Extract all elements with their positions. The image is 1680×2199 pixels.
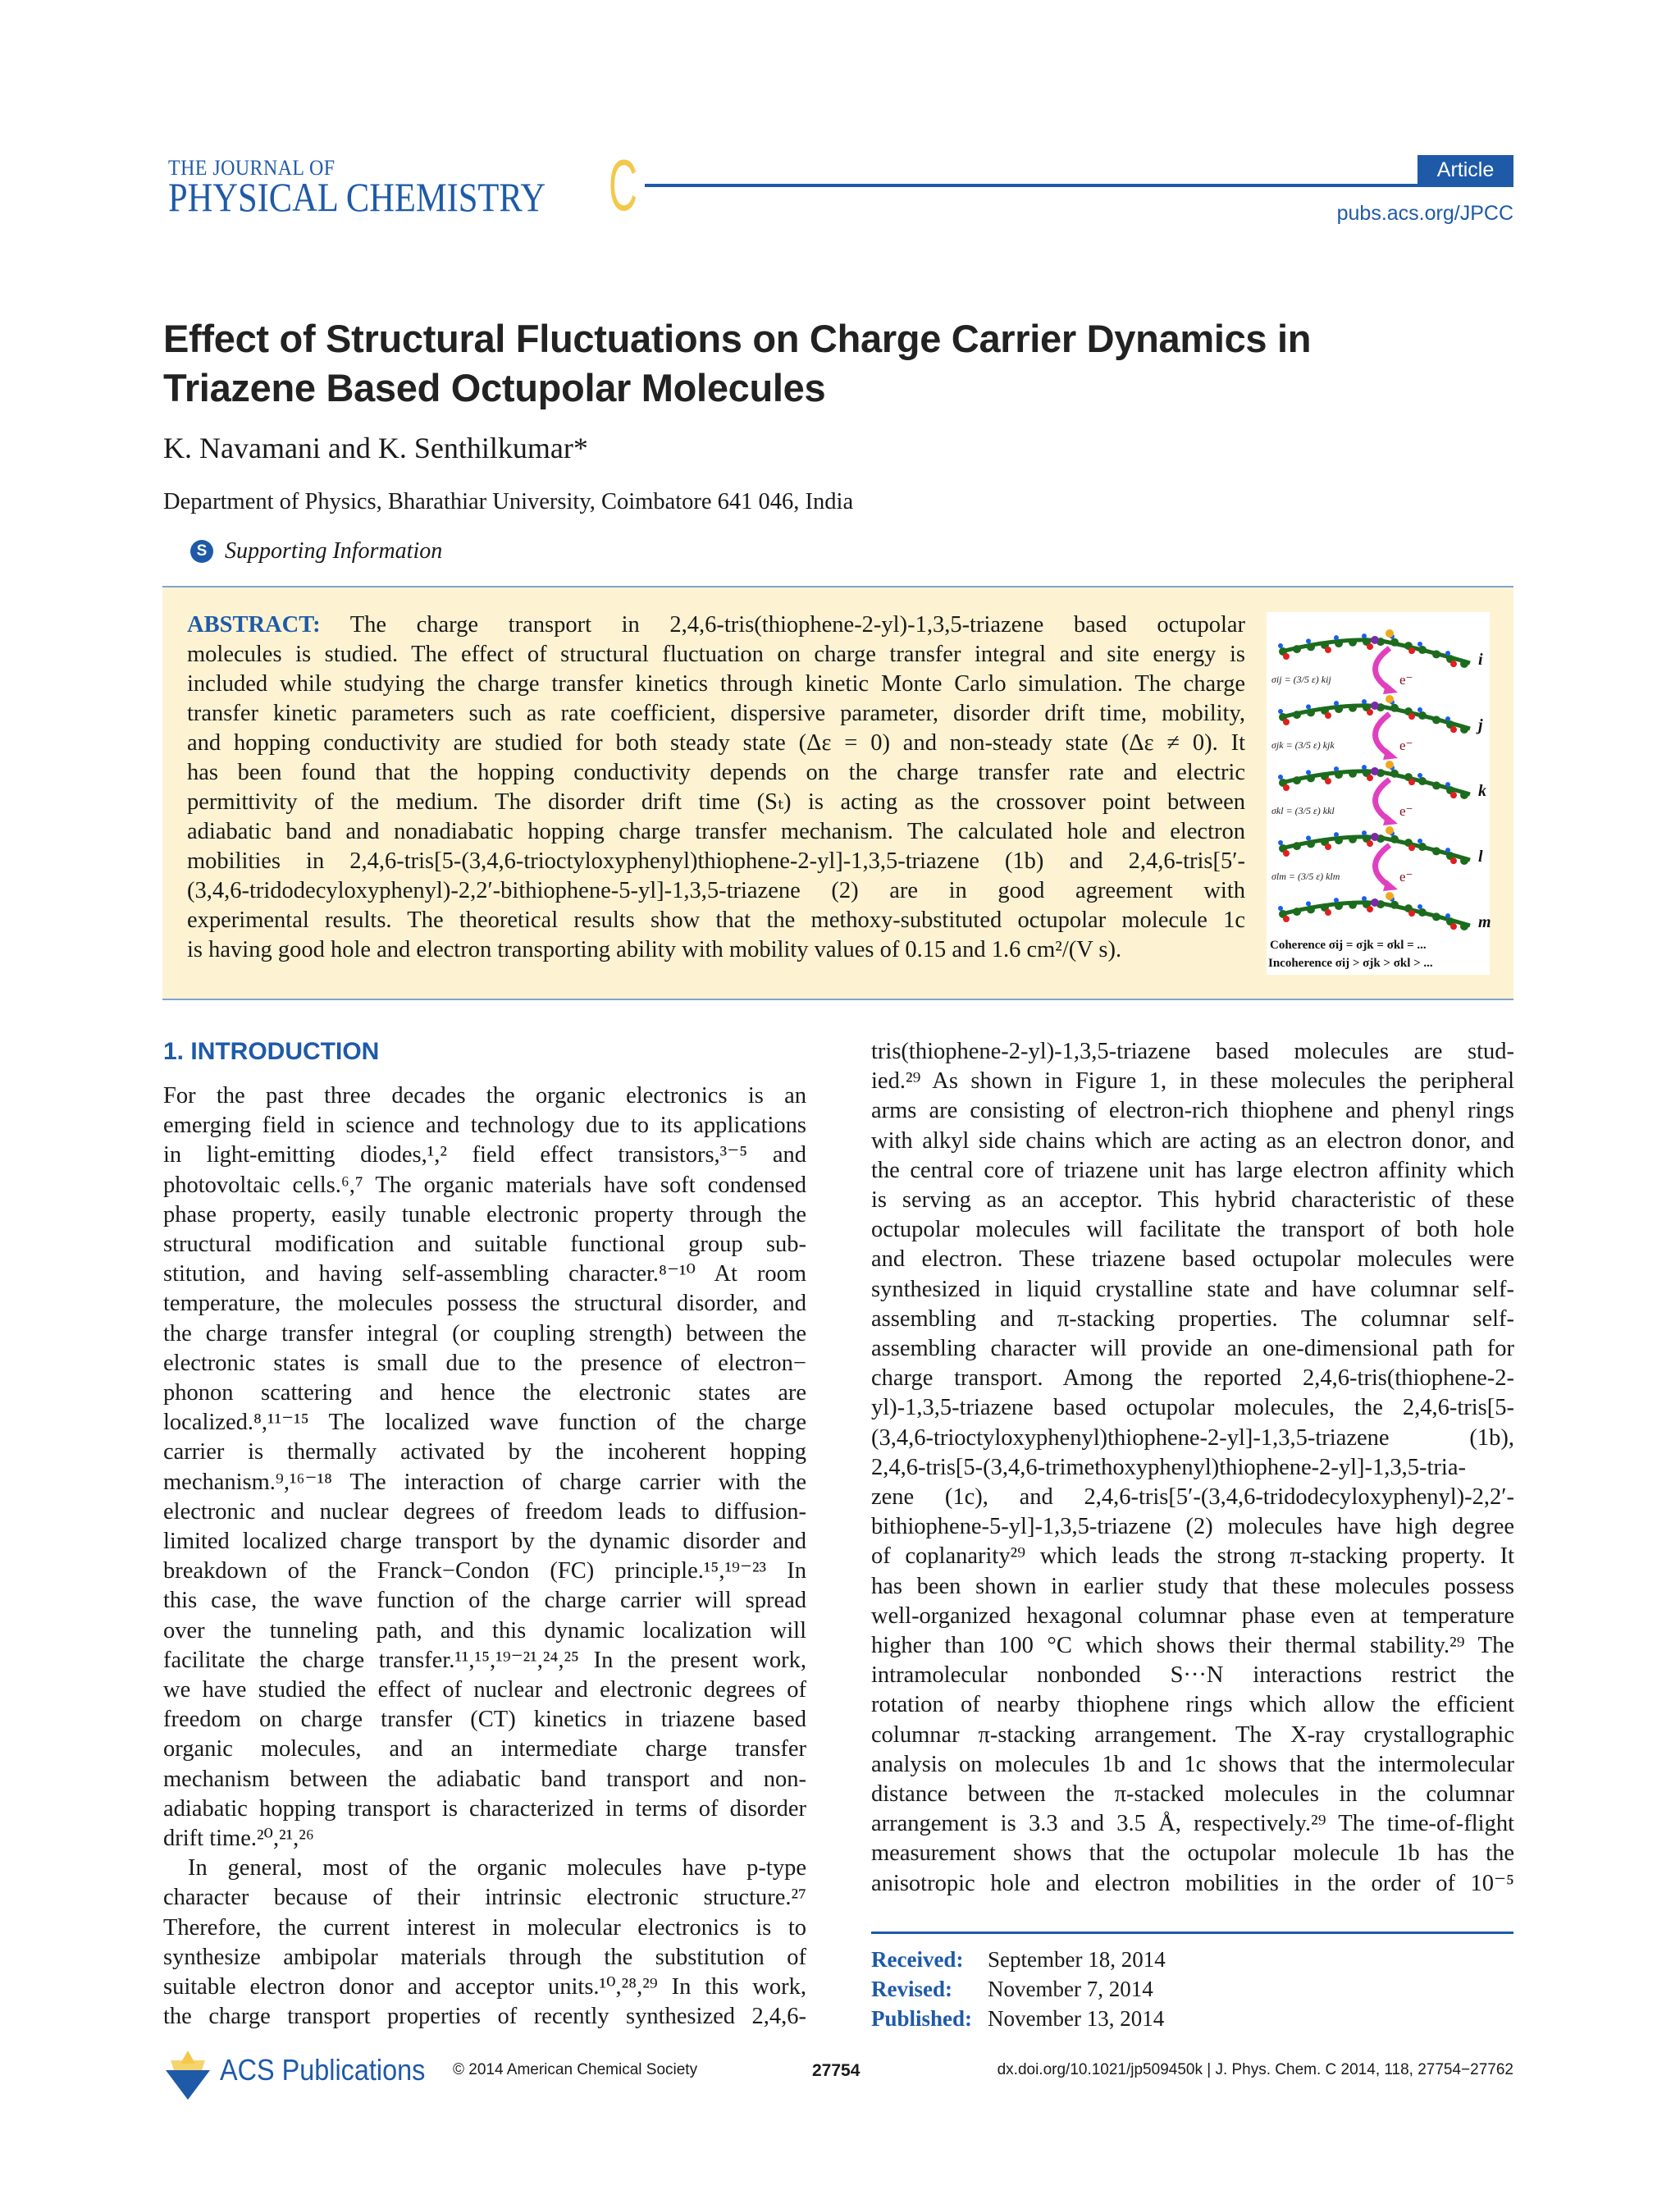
abstract-line: molecules is studied. The effect of structural fluctuation on charge transfer integral and site energy is (187, 642, 1245, 667)
rate-equation: σij = (3/5 ε) kij (1271, 674, 1331, 685)
incoherence-label: Incoherence σij > σjk > σkl > ... (1268, 957, 1433, 970)
hydrogen-atom (1445, 913, 1450, 918)
title-line: Effect of Structural Fluctuations on Charge Carrier Dynamics in (163, 317, 1312, 360)
body-text-line: freedom on charge transfer (CT) kinetics in triazene based (163, 1707, 806, 1733)
date-value: November 7, 2014 (988, 1977, 1153, 2001)
rate-equation: σkl = (3/5 ε) kkl (1271, 805, 1335, 816)
hydrogen-atom (1334, 635, 1339, 640)
nitrogen-atom (1371, 833, 1379, 841)
hydrogen-atom (1278, 840, 1283, 845)
hydrogen-atom (1278, 643, 1283, 648)
body-text-line: synthesized in liquid crystalline state and have columnar self- (871, 1276, 1514, 1302)
carbon-atom (1418, 843, 1427, 851)
supporting-info-label: Supporting Information (225, 538, 443, 564)
oxygen-atom (1367, 840, 1373, 847)
rate-equation: σlm = (3/5 ε) klm (1271, 871, 1340, 882)
doi-citation[interactable]: dx.doi.org/10.1021/jp509450k | J. Phys. Chem. C 2014, 118, 27754−27762 (997, 2061, 1513, 2078)
nitrogen-atom (1371, 636, 1379, 644)
hydrogen-atom (1306, 901, 1311, 906)
body-text-line: electronic and nuclear degrees of freedom leads to diffusion- (163, 1498, 806, 1525)
carbon-atom (1349, 704, 1357, 712)
left-column-text (163, 1081, 806, 2032)
carbon-atom (1293, 842, 1301, 850)
layer-label: m (1478, 913, 1491, 931)
hop-arrow-icon (1376, 714, 1390, 755)
hydrogen-atom (1445, 848, 1450, 853)
body-text-line: temperature, the molecules possess the structural disorder, and (163, 1291, 806, 1317)
carbon-atom (1432, 650, 1440, 658)
journal-logo-line1: THE JOURNAL OF (168, 156, 336, 180)
body-text-line: organic molecules, and an intermediate charge transfer (163, 1736, 806, 1762)
abstract-line: experimental results. The theoretical results show that the methoxy-substituted octupolar molecule 1c (187, 907, 1245, 933)
carbon-atom (1460, 857, 1468, 865)
date-label: Published: (871, 2006, 973, 2031)
rate-equation: σjk = (3/5 ε) kjk (1271, 739, 1335, 751)
electron-label: e⁻ (1399, 738, 1413, 753)
abstract-line: permittivity of the medium. The disorder drift time (Sₜ) is acting as the crossover point between (187, 789, 1245, 815)
carbon-atom (1335, 770, 1343, 779)
hydrogen-atom (1362, 896, 1367, 901)
body-text-line: this case, the wave function of the charge carrier will spread (163, 1588, 806, 1614)
publisher-name: ACS Publications (220, 2053, 426, 2087)
body-text-line: phonon scattering and hence the electronic states are (163, 1380, 806, 1406)
body-text-line: phase property, easily tunable electronic property through the (163, 1201, 806, 1228)
authors: K. Navamani and K. Senthilkumar* (163, 432, 588, 464)
carbon-atom (1432, 781, 1440, 789)
body-text-line: assembling character will provide an one-dimensional path for (871, 1336, 1514, 1362)
hydrogen-atom (1445, 782, 1450, 787)
carbon-atom (1307, 905, 1315, 913)
oxygen-atom (1325, 909, 1331, 916)
body-text-line: in light-emitting diodes,¹,² field effect transistors,³⁻⁵ and (163, 1142, 806, 1168)
oxygen-atom (1283, 653, 1290, 660)
body-text-line: breakdown of the Franck−Condon (FC) principle.¹⁵,¹⁹⁻²³ In (163, 1558, 806, 1584)
carbon-atom (1460, 922, 1468, 930)
carbon-atom (1293, 711, 1301, 719)
body-text-line: limited localized charge transport by the dynamic disorder and (163, 1529, 806, 1555)
body-text-line: ied.²⁹ As shown in Figure 1, in these molecules the peripheral (871, 1068, 1514, 1095)
page-number: 27754 (812, 2061, 861, 2080)
oxygen-atom (1367, 709, 1373, 715)
nitrogen-atom (1371, 702, 1379, 710)
body-text-line: rotation of nearby thiophene rings which allow the efficient (871, 1692, 1514, 1718)
sulfur-atom (1386, 629, 1394, 638)
electron-label: e⁻ (1399, 869, 1413, 885)
body-text-line: columnar π-stacking arrangement. The X-ray crystallographic (871, 1721, 1514, 1748)
body-text-line: assembling and π-stacking properties. The columnar self- (871, 1305, 1514, 1332)
body-text-line: the central core of triazene unit has large electron affinity which (871, 1157, 1514, 1183)
oxygen-atom (1325, 647, 1331, 653)
body-text-line: structural modification and suitable functional group sub- (163, 1232, 806, 1258)
carbon-atom (1349, 901, 1357, 909)
date-row (871, 1974, 1166, 2004)
carbon-atom (1432, 715, 1440, 724)
body-text-line: mechanism.⁹,¹⁶⁻¹⁸ The interaction of charge carrier with the (163, 1469, 806, 1495)
layer-label: l (1478, 848, 1483, 866)
carbon-atom (1307, 839, 1315, 848)
sulfur-atom (1386, 761, 1394, 769)
coherence-label: Coherence σij = σjk = σkl = ... (1270, 939, 1427, 952)
oxygen-atom (1283, 784, 1290, 791)
hydrogen-atom (1418, 642, 1422, 647)
abstract-line: included while studying the charge transfer kinetics through kinetic Monte Carlo simulation. The charge (187, 671, 1245, 697)
hydrogen-atom (1445, 716, 1450, 721)
hydrogen-atom (1278, 709, 1283, 714)
hop-arrow-icon (1376, 648, 1390, 689)
electron-label: e⁻ (1399, 803, 1413, 819)
article-type-badge: Article (1418, 155, 1513, 185)
layer-label: j (1478, 716, 1483, 734)
hydrogen-atom (1362, 699, 1367, 704)
body-text-line: the charge transfer integral (or coupling strength) between the (163, 1320, 806, 1346)
supporting-information-link[interactable] (190, 538, 442, 565)
oxygen-atom (1408, 713, 1415, 720)
body-text-line: higher than 100 °C which shows their thermal stability.²⁹ The (871, 1633, 1514, 1659)
hydrogen-atom (1334, 898, 1339, 903)
body-text-line: tris(thiophene-2-yl)-1,3,5-triazene based molecules are stud- (871, 1039, 1514, 1064)
toc-graphic (1267, 612, 1490, 975)
body-text-line: we have studied the effect of nuclear and electronic degrees of (163, 1677, 806, 1703)
hydrogen-atom (1334, 766, 1339, 771)
carbon-atom (1335, 902, 1343, 910)
carbon-atom (1390, 638, 1399, 647)
hydrogen-atom (1362, 830, 1367, 835)
date-row (871, 1945, 1166, 1974)
carbon-atom (1460, 660, 1468, 668)
abstract-line: is having good hole and electron transporting ability with mobility values of 0.15 and 1.6 cm²/(V s). (187, 937, 1122, 962)
body-text-line: bithiophene-5-yl]-1,3,5-triazene (2) molecules have high degree (871, 1514, 1514, 1540)
header-rule (645, 184, 1513, 187)
affiliation: Department of Physics, Bharathiar University, Coimbatore 641 046, India (163, 489, 854, 514)
body-text-line: is serving as an acceptor. This hybrid characteristic of these (871, 1187, 1514, 1214)
carbon-atom (1390, 835, 1399, 843)
sulfur-atom (1386, 826, 1394, 834)
carbon-atom (1349, 638, 1357, 647)
carbon-atom (1335, 639, 1343, 647)
oxygen-atom (1408, 779, 1415, 785)
body-text-line: has been shown in earlier study that these molecules possess (871, 1573, 1514, 1599)
carbon-atom (1293, 645, 1301, 653)
hydrogen-atom (1306, 704, 1311, 709)
carbon-atom (1349, 770, 1357, 778)
body-text-line: the charge transport properties of recently synthesized 2,4,6- (163, 2004, 806, 2030)
body-text-line: suitable electron donor and acceptor units.¹⁰,²⁸,²⁹ In this work, (163, 1974, 806, 2000)
hydrogen-atom (1362, 633, 1367, 638)
body-text-line: arms are consisting of electron-rich thiophene and phenyl rings (871, 1098, 1514, 1124)
oxygen-atom (1450, 726, 1457, 733)
date-label: Received: (871, 1947, 964, 1972)
electron-label: e⁻ (1399, 672, 1413, 688)
oxygen-atom (1450, 923, 1457, 930)
body-text-line: octupolar molecules will facilitate the transport of both hole (871, 1217, 1514, 1243)
oxygen-atom (1408, 647, 1415, 654)
hydrogen-atom (1418, 904, 1422, 909)
oxygen-atom (1408, 844, 1415, 851)
journal-url-link[interactable]: pubs.acs.org/JPCC (1336, 202, 1513, 225)
body-text-line: charge transport. Among the reported 2,4,6-tris(thiophene-2- (871, 1365, 1514, 1392)
oxygen-atom (1367, 906, 1373, 912)
carbon-atom (1293, 776, 1301, 784)
hydrogen-atom (1306, 638, 1311, 643)
abstract-box (162, 586, 1513, 1000)
hydrogen-atom (1278, 775, 1283, 779)
body-text-line: measurement shows that the octupolar molecule 1b has the (871, 1840, 1514, 1867)
oxygen-atom (1408, 910, 1415, 917)
body-text-line: arrangement is 3.3 and 3.5 Å, respectively.²⁹ The time-of-flight (871, 1811, 1514, 1837)
hydrogen-atom (1334, 701, 1339, 706)
body-text-line: In general, most of the organic molecules have p-type (188, 1855, 806, 1881)
body-text-line: Therefore, the current interest in molecular electronics is to (163, 1914, 806, 1941)
hydrogen-atom (1445, 651, 1450, 656)
oxygen-atom (1283, 916, 1290, 922)
carbon-atom (1349, 835, 1357, 843)
abstract-line: mobilities in 2,4,6-tris[5-(3,4,6-trioctyloxyphenyl)thiophene-2-yl]-1,3,5-triazene (1b) and 2,4,6-tris[5′- (187, 848, 1245, 874)
layer-label: i (1478, 651, 1483, 669)
abstract-line: (3,4,6-tridodecyloxyphenyl)-2,2′-bithiophene-5-yl]-1,3,5-triazene (2) are in good agreement with (187, 878, 1245, 903)
sulfur-atom (1386, 892, 1394, 900)
abstract-text (187, 610, 1245, 965)
acs-logo-icon (162, 2049, 213, 2101)
body-text-line: analysis on molecules 1b and 1c shows that the intermolecular (871, 1751, 1514, 1777)
carbon-atom (1335, 836, 1343, 844)
oxygen-atom (1367, 643, 1373, 650)
carbon-atom (1293, 907, 1301, 916)
oxygen-atom (1367, 775, 1373, 781)
body-text-line: zene (1c), and 2,4,6-tris[5′-(3,4,6-tridodecyloxyphenyl)-2,2′- (871, 1484, 1514, 1511)
carbon-atom (1307, 774, 1315, 782)
body-text-line: carrier is thermally activated by the incoherent hopping (163, 1439, 806, 1465)
body-text-line: (3,4,6-trioctyloxyphenyl)thiophene-2-yl]-1,3,5-triazene (1b), (871, 1424, 1514, 1451)
stacked-molecules-figure (1267, 612, 1490, 975)
article-title (163, 314, 1558, 413)
body-text-line: anisotropic hole and electron mobilities in the order of 10⁻⁵ (871, 1870, 1514, 1896)
date-value: September 18, 2014 (988, 1947, 1166, 1972)
body-text-line: intramolecular nonbonded S···N interactions restrict the (871, 1662, 1514, 1689)
oxygen-atom (1325, 843, 1331, 850)
hydrogen-atom (1334, 832, 1339, 837)
body-text-line: facilitate the charge transfer.¹¹,¹⁵,¹⁹⁻²¹,²⁴,²⁵ In the present work, (163, 1647, 806, 1673)
carbon-atom (1460, 791, 1468, 799)
date-label: Revised: (871, 1977, 952, 2001)
hydrogen-atom (1418, 707, 1422, 712)
journal-logo-letter: C (609, 144, 637, 226)
oxygen-atom (1450, 857, 1457, 864)
body-text-line: synthesize ambipolar materials through the substitution of (163, 1944, 806, 1970)
journal-logo-line2: PHYSICAL CHEMISTRY (168, 174, 546, 220)
nitrogen-atom (1371, 898, 1379, 907)
copyright: © 2014 American Chemical Society (453, 2061, 698, 2078)
hydrogen-atom (1306, 770, 1311, 775)
body-text-line: 2,4,6-tris[5-(3,4,6-trimethoxyphenyl)thiophene-2-yl]-1,3,5-tria- (871, 1454, 1466, 1480)
hop-arrow-icon (1376, 845, 1390, 886)
carbon-atom (1432, 847, 1440, 855)
hydrogen-atom (1306, 835, 1311, 840)
carbon-atom (1418, 908, 1427, 917)
body-text-line: For the past three decades the organic electronics is an (163, 1083, 806, 1109)
body-text-line: stitution, and having self-assembling character.⁸⁻¹⁰ At room (163, 1261, 806, 1287)
body-text-line: character because of their intrinsic electronic structure.²⁷ (163, 1885, 806, 1911)
hydrogen-atom (1278, 906, 1283, 911)
layer-label: k (1478, 782, 1486, 800)
carbon-atom (1390, 901, 1399, 909)
oxygen-atom (1283, 850, 1290, 857)
body-text-line: localized.⁸,¹¹⁻¹⁵ The localized wave function of the charge (163, 1410, 806, 1436)
date-value: November 13, 2014 (988, 2006, 1165, 2031)
abstract-label: ABSTRACT: (187, 612, 321, 638)
date-row (871, 2004, 1166, 2033)
publication-dates (871, 1945, 1166, 2033)
oxygen-atom (1450, 792, 1457, 798)
body-text-line: over the tunneling path, and this dynamic localization will (163, 1617, 806, 1644)
carbon-atom (1432, 912, 1440, 921)
dates-rule (871, 1932, 1513, 1934)
carbon-atom (1335, 705, 1343, 713)
hydrogen-atom (1418, 839, 1422, 843)
supporting-info-icon: S (190, 540, 213, 563)
right-column-text (871, 1037, 1514, 1899)
body-text-line: emerging field in science and technology due to its applications (163, 1113, 806, 1139)
abstract-line: transfer kinetic parameters such as rate coefficient, dispersive parameter, disorder drift time, mobility, (187, 701, 1245, 726)
carbon-atom (1418, 711, 1427, 720)
title-line: Triazene Based Octupolar Molecules (163, 366, 826, 409)
body-text-line: adiabatic hopping transport is characterized in terms of disorder (163, 1795, 806, 1822)
hydrogen-atom (1418, 773, 1422, 778)
oxygen-atom (1325, 712, 1331, 719)
oxygen-atom (1283, 719, 1290, 725)
abstract-line: adiabatic band and nonadiabatic hopping charge transfer mechanism. The calculated hole and electron (187, 819, 1245, 844)
hop-arrow-icon (1376, 779, 1390, 821)
carbon-atom (1418, 777, 1427, 785)
hydrogen-atom (1362, 765, 1367, 770)
body-text-line: distance between the π-stacked molecules in the columnar (871, 1781, 1514, 1808)
oxygen-atom (1450, 661, 1457, 667)
body-text-line: with alkyl side chains which are acting as an electron donor, and (871, 1127, 1514, 1154)
body-text-line: photovoltaic cells.⁶,⁷ The organic materials have soft condensed (163, 1172, 806, 1198)
carbon-atom (1460, 725, 1468, 734)
body-text-line: mechanism between the adiabatic band transport and non- (163, 1766, 806, 1792)
nitrogen-atom (1371, 767, 1379, 775)
abstract-line-text: The charge transport in 2,4,6-tris(thiophene-2-yl)-1,3,5-triazene based octupolar (320, 612, 1245, 638)
oxygen-atom (1325, 778, 1331, 784)
body-text-line: well-organized hexagonal columnar phase even at temperature (871, 1602, 1514, 1629)
carbon-atom (1307, 642, 1315, 651)
carbon-atom (1390, 704, 1399, 712)
abstract-line: and hopping conductivity are studied for both steady state (Δε = 0) and non-steady state (Δε ≠ 0). It (187, 730, 1245, 756)
sulfur-atom (1386, 695, 1394, 703)
section-heading-introduction: 1. INTRODUCTION (163, 1038, 380, 1065)
body-text-line: of coplanarity²⁹ which leads the strong π-stacking property. It (871, 1543, 1514, 1570)
body-text-line: electronic states is small due to the presence of electron− (163, 1350, 806, 1376)
abstract-line (187, 610, 1245, 640)
abstract-line: has been found that the hopping conductivity depends on the charge transfer rate and electric (187, 760, 1245, 785)
body-text-line: drift time.²⁰,²¹,²⁶ (163, 1826, 314, 1852)
body-text-line: and electron. These triazene based octupolar molecules were (871, 1246, 1514, 1273)
carbon-atom (1418, 646, 1427, 654)
carbon-atom (1390, 770, 1399, 778)
body-text-line: yl)-1,3,5-triazene based octupolar molecules, the 2,4,6-tris[5- (871, 1395, 1514, 1421)
carbon-atom (1307, 708, 1315, 716)
